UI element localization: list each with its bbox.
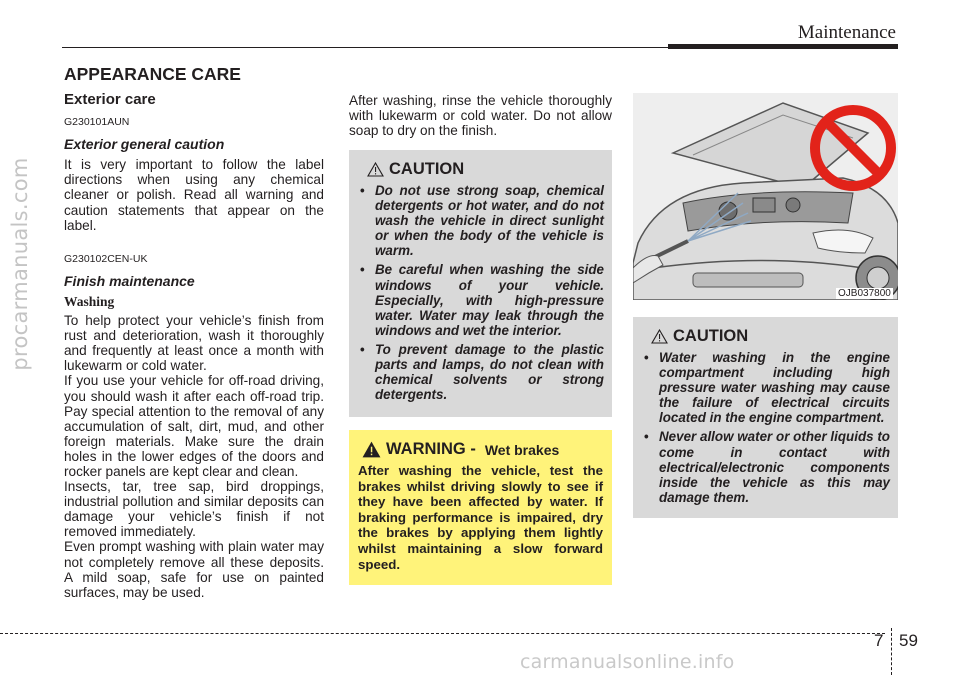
caution-item: • Be careful when washing the side windows of your vehicle. Especially, with high-pressure water. Water may leak through the windows and wet the interior.	[360, 262, 604, 338]
caution-box-engine-compartment	[633, 317, 898, 518]
warning-box-wet-brakes	[349, 430, 612, 585]
caution-box-washing	[349, 150, 612, 417]
caution-label: CAUTION	[673, 327, 749, 345]
car-hood-washing-illustration	[633, 93, 898, 300]
chapter-number: 7	[874, 631, 884, 650]
paragraph-washing-2: If you use your vehicle for off-road driving, you should wash it after each off-road trip. Pay special attention to the removal of any accumulation of salt, dirt, mud, and other foreign materials. Make sure the drain holes in the lower edges of the doors and rocker panels are kept clear and clean.	[64, 373, 324, 479]
reference-code: G230101AUN	[64, 116, 130, 129]
caution-list	[357, 183, 604, 402]
section-heading: APPEARANCE CARE	[64, 64, 241, 84]
paragraph-rinse: After washing, rinse the vehicle thoroughly with lukewarm or cold water. Do not allow soap to dry on the finish.	[349, 93, 612, 139]
paragraph-washing-3: Insects, tar, tree sap, bird droppings, industrial pollution and similar deposits can damage your vehicle’s finish if not removed immediately.	[64, 479, 324, 540]
column-left	[64, 92, 324, 600]
caution-item: • Never allow water or other liquids to come in contact with electrical/electronic components inside the vehicle as this may damage them.	[644, 429, 890, 505]
header-rule-accent	[668, 44, 898, 49]
caution-label: CAUTION	[389, 160, 465, 178]
warning-title	[362, 440, 603, 459]
illustration-engine-washing	[633, 93, 898, 300]
exterior-care-heading: Exterior care	[64, 91, 156, 108]
washing-title: Washing	[64, 293, 115, 309]
paragraph-washing-4: Even prompt washing with plain water may not completely remove all these deposits. A mild soap, safe for use on painted surfaces, may be used.	[64, 539, 324, 600]
caution-item: • Water washing in the engine compartment including high pressure water washing may cause the failure of electrical circuits located in the engine compartment.	[644, 350, 890, 426]
side-watermark: procarmanuals.com	[8, 157, 32, 371]
bottom-watermark: carmanualsonline.info	[520, 651, 735, 673]
caution-title	[651, 327, 890, 346]
warning-text: After washing the vehicle, test the brakes whilst driving slowly to see if they have been affected by water. If braking performance is impaired, dry the brakes by applying them lightly whilst maintaining a slow forward speed.	[358, 463, 603, 572]
column-middle	[349, 93, 612, 138]
caution-list	[641, 350, 890, 505]
caution-title	[367, 160, 604, 179]
warning-label: WARNING -	[386, 440, 476, 458]
warning-triangle-icon	[367, 162, 384, 177]
paragraph-washing-1: To help protect your vehicle’s finish from rust and deterioration, wash it thoroughly and frequently at least once a month with lukewarm or cold water.	[64, 313, 324, 374]
subheading-general-caution: Exterior general caution	[64, 136, 225, 153]
caution-item: • Do not use strong soap, chemical detergents or hot water, and do not wash the vehicle in direct sunlight or when the body of the vehicle is warm.	[360, 183, 604, 259]
paragraph-general-caution: It is very important to follow the label directions when using any chemical cleaner or polish. Read all warning and caution statements that appear on the label.	[64, 157, 324, 233]
subheading-finish-maintenance: Finish maintenance	[64, 272, 195, 289]
warning-triangle-icon	[362, 441, 381, 458]
footer-rule	[0, 633, 885, 634]
caution-item: • To prevent damage to the plastic parts and lamps, do not clean with chemical solvents or strong detergents.	[360, 341, 604, 403]
warning-triangle-icon	[651, 329, 668, 344]
page-number: 59	[899, 631, 918, 650]
header-title: Maintenance	[797, 22, 896, 43]
warning-subtitle: Wet brakes	[484, 441, 560, 458]
reference-code: G230102CEN-UK	[64, 252, 148, 265]
figure-code: OJB037800	[838, 288, 891, 299]
